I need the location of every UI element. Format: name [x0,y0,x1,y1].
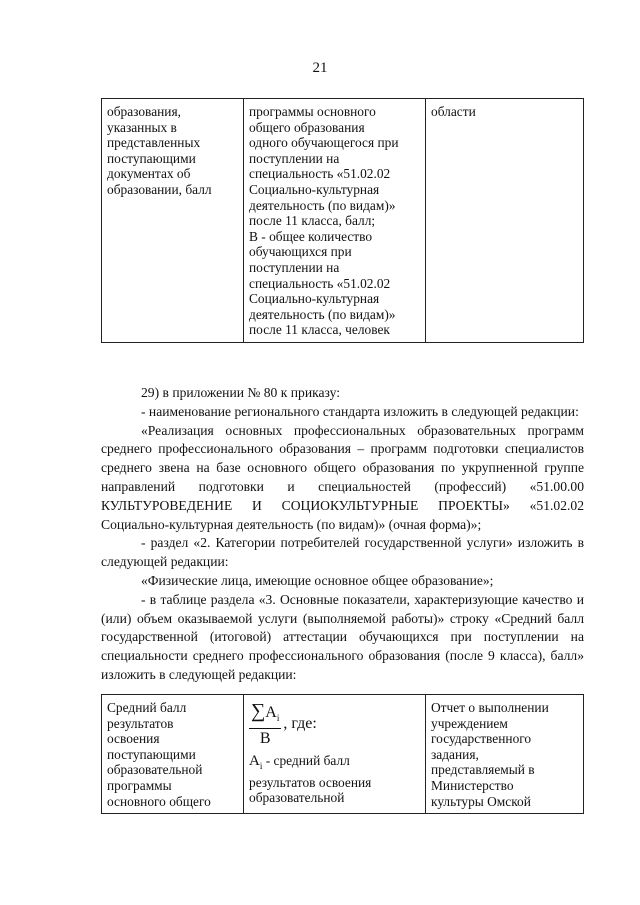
cell-line: указанных в [107,119,177,135]
calculation-cell [244,695,426,814]
cell-line: представленных [107,135,201,151]
cell-line: задания, [431,746,479,762]
variable-definition [249,753,420,775]
indicator-table-top [101,98,584,343]
paragraph-consumers: «Физические лица, имеющие основное общее образование»; [141,572,494,588]
cell-line: после 11 класса, человек [249,322,390,338]
cell-line: освоения [107,731,160,747]
cell-line: учреждением [431,715,508,731]
cell-line: - средний балл [265,753,350,769]
cell-line: деятельность (по видам)» [249,197,396,213]
variable-subscript: i [259,761,263,772]
cell-line: культуры Омской [431,793,531,809]
cell-line: после 11 класса, балл; [249,213,376,229]
cell-line: документах об [107,166,191,182]
amendment-text [101,384,584,685]
cell-line: деятельность (по видам)» [249,306,396,322]
cell-line: представляемый в [431,762,535,778]
cell-line: поступающими [107,746,196,762]
paragraph-item-29: 29) в приложении № 80 к приказу: [141,385,341,400]
cell-line: одного обучающегося при [249,135,399,151]
cell-line: образования, [107,104,181,119]
indicator-name-cell [102,695,244,814]
paragraph-standard-text: «Реализация основных профессиональных образовательных программ среднего профессионального образования – программ подготовки специалистов среднего звена на базе основного общего образования по укрупненной группе направлений подготовки и специальностей (профессий) «51.00.00 КУЛЬТУРОВЕДЕНИЕ И СОЦИОКУЛЬТУРНЫЕ ПРОЕКТЫ» «51.02.02 Социально-культурная деятельность (по видам)» (очная форма)»; [101,422,584,532]
variable-symbol [249,753,263,772]
cell-line: основного общего [107,793,211,809]
average-formula [249,702,420,749]
cell-line: государственного [431,731,532,747]
paragraph-section-3: - в таблице раздела «3. Основные показатели, характеризующие качество и (или) объем оказываемой услуги (выполняемой работы)» строку «Средний балл государственной (итоговой) аттестации обучающихся при поступлении на специальности среднего профессионального образования (после 9 класса), балл» изложить в следующей редакции: [101,591,584,682]
source-cell [426,695,584,814]
numerator-var: A [265,704,277,721]
cell-line: результатов освоения [249,774,372,790]
variable-letter: A [249,753,260,770]
cell-line: специальность «51.02.02 [249,166,391,182]
cell-line: Социально-культурная [249,291,380,307]
cell-line: Министерство [431,777,514,793]
cell-line: Отчет о выполнении [431,700,549,715]
page-number: 21 [312,60,328,76]
calculation-cell [244,99,426,343]
table-row [102,695,584,814]
table-row [102,99,584,343]
cell-line: образовательной [107,762,203,778]
cell-line: результатов [107,715,174,731]
cell-line: специальность «51.02.02 [249,275,391,291]
formula-fraction [249,702,281,749]
cell-line: образовательной [249,790,345,806]
cell-line: общего образования [249,119,365,135]
numerator-subscript: i [276,713,280,724]
cell-line: поступлении на [249,259,340,275]
formula-numerator [249,702,281,729]
cell-line: поступающими [107,150,196,166]
paragraph-standard-name: - наименование регионального стандарта изложить в следующей редакции: [141,403,579,419]
source-cell [426,99,584,343]
formula-where: , где: [283,714,317,732]
indicator-table-bottom [101,694,584,814]
sigma-symbol: ∑ [251,700,266,722]
cell-line: области [431,104,476,119]
cell-line: B - общее количество [249,228,373,244]
cell-line: программы основного [249,104,376,119]
cell-line: поступлении на [249,150,340,166]
paragraph-section-2: - раздел «2. Категории потребителей государственной услуги» изложить в следующей редакции: [101,535,584,570]
formula-denominator: B [259,730,271,748]
cell-line: Средний балл [107,700,187,715]
cell-line: Социально-культурная [249,181,380,197]
indicator-name-cell [102,99,244,343]
cell-line: образовании, балл [107,181,212,197]
cell-line: программы [107,777,172,793]
cell-line: обучающихся при [249,244,352,260]
